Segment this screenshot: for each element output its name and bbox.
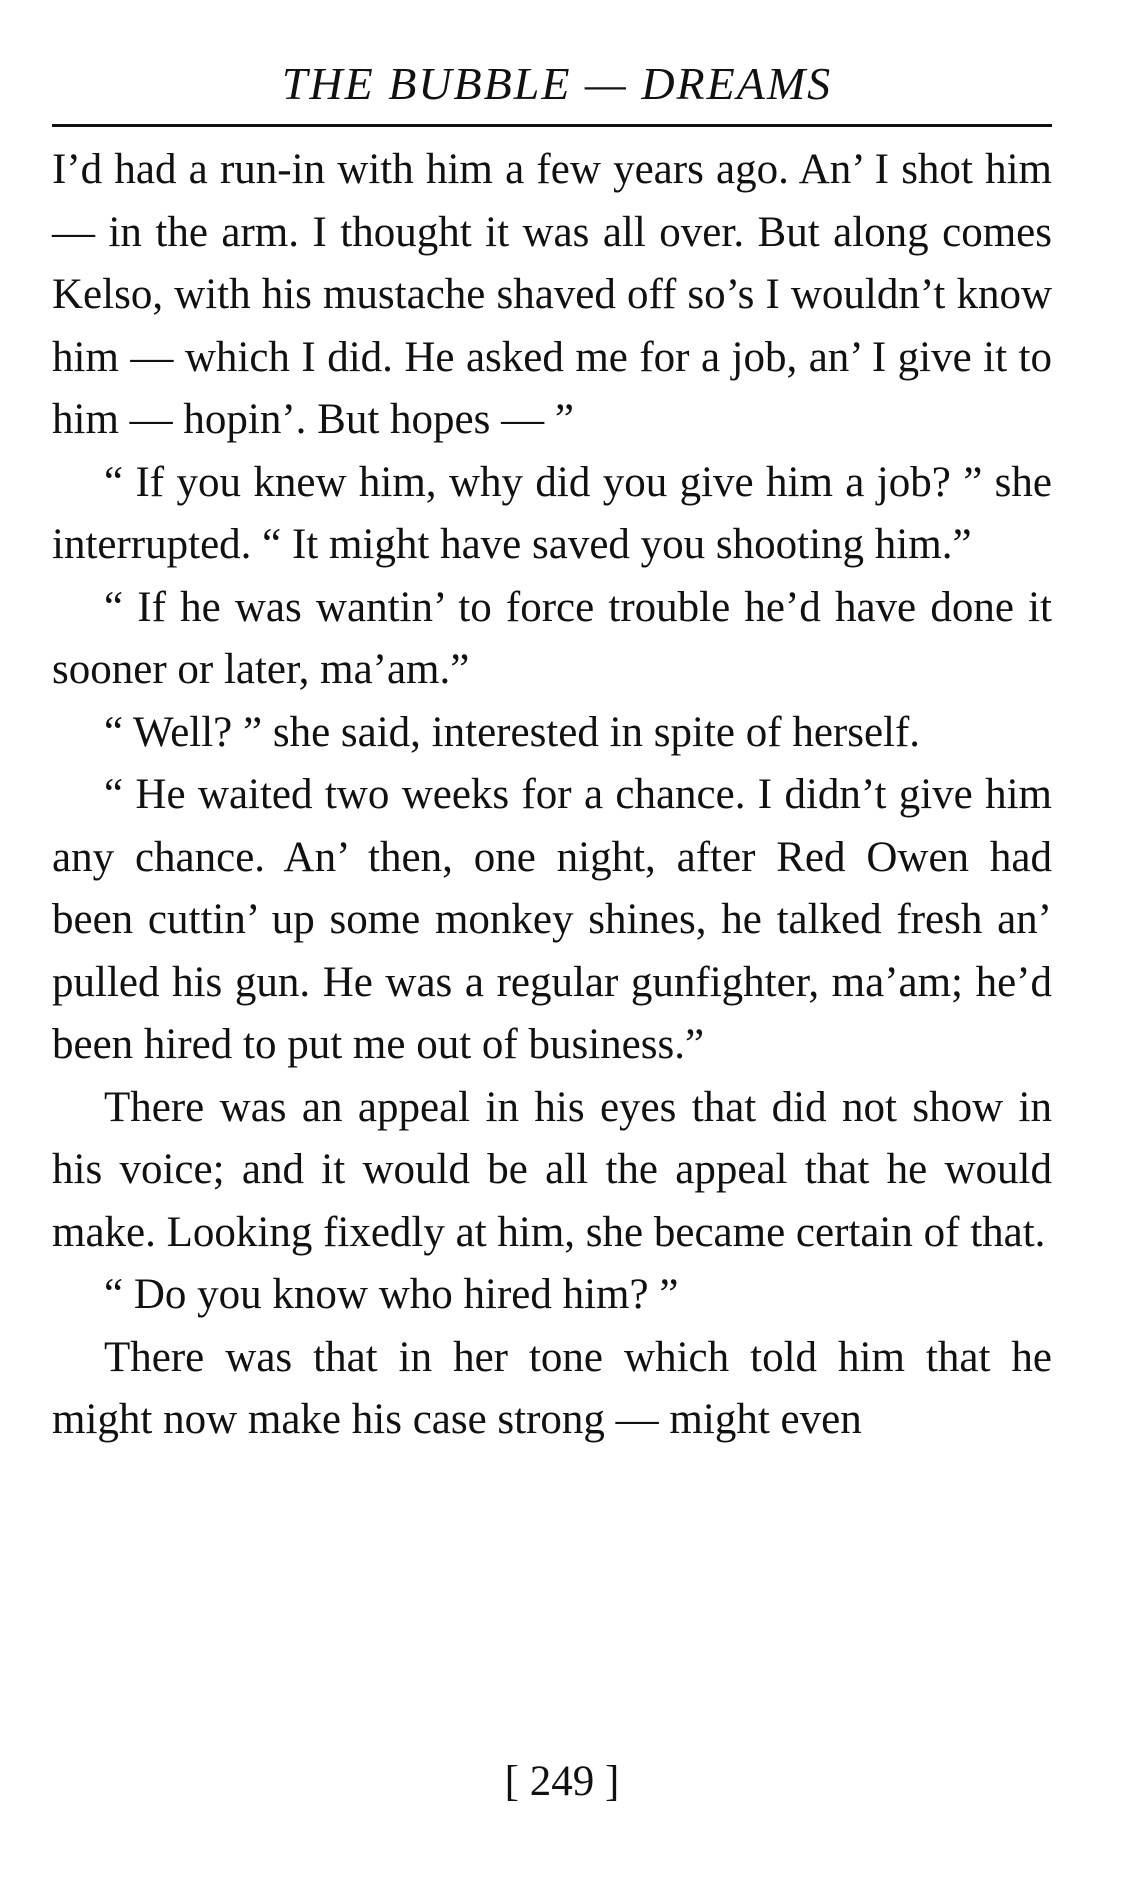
paragraph: There was an appeal in his eyes that did not show in his voice; and it would be all the appeal that he would make. Looking fixedly at him, she became certain of that.: [52, 1083, 1052, 1256]
book-page: [52, 52, 1052, 1852]
paragraph: I’d had a run-in with him a few years ago. An’ I shot him — in the arm. I thought it was all over. But along comes Kelso, with his mustache shaved off so’s I wouldn’t know him — which I did. He asked me for a job, an’ I give it to him — hopin’. But hopes — ”: [52, 146, 1052, 443]
paragraph: There was that in her tone which told him that he might now make his case strong — might even: [52, 1333, 1052, 1443]
paragraph: “ He waited two weeks for a chance. I didn’t give him any chance. An’ then, one night, after Red Owen had been cuttin’ up some monkey shines, he talked fresh an’ pulled his gun. He was a regular gunfighter, ma’am; he’d been hired to put me out of business.”: [52, 771, 1052, 1068]
header-rule: [52, 124, 1052, 127]
running-head: THE BUBBLE — DREAMS: [281, 58, 833, 109]
paragraph: “ Do you know who hired him? ”: [104, 1271, 679, 1318]
paragraph: “ If you knew him, why did you give him a job? ” she interrupted. “ It might have saved you shooting him.”: [52, 458, 1052, 568]
paragraph: “ Well? ” she said, interested in spite of herself.: [104, 708, 921, 756]
body-text: [52, 139, 1052, 1452]
page-number: [ 249 ]: [504, 1758, 620, 1805]
paragraph: “ If he was wantin’ to force trouble he’d have done it sooner or later, ma’am.”: [52, 583, 1052, 693]
